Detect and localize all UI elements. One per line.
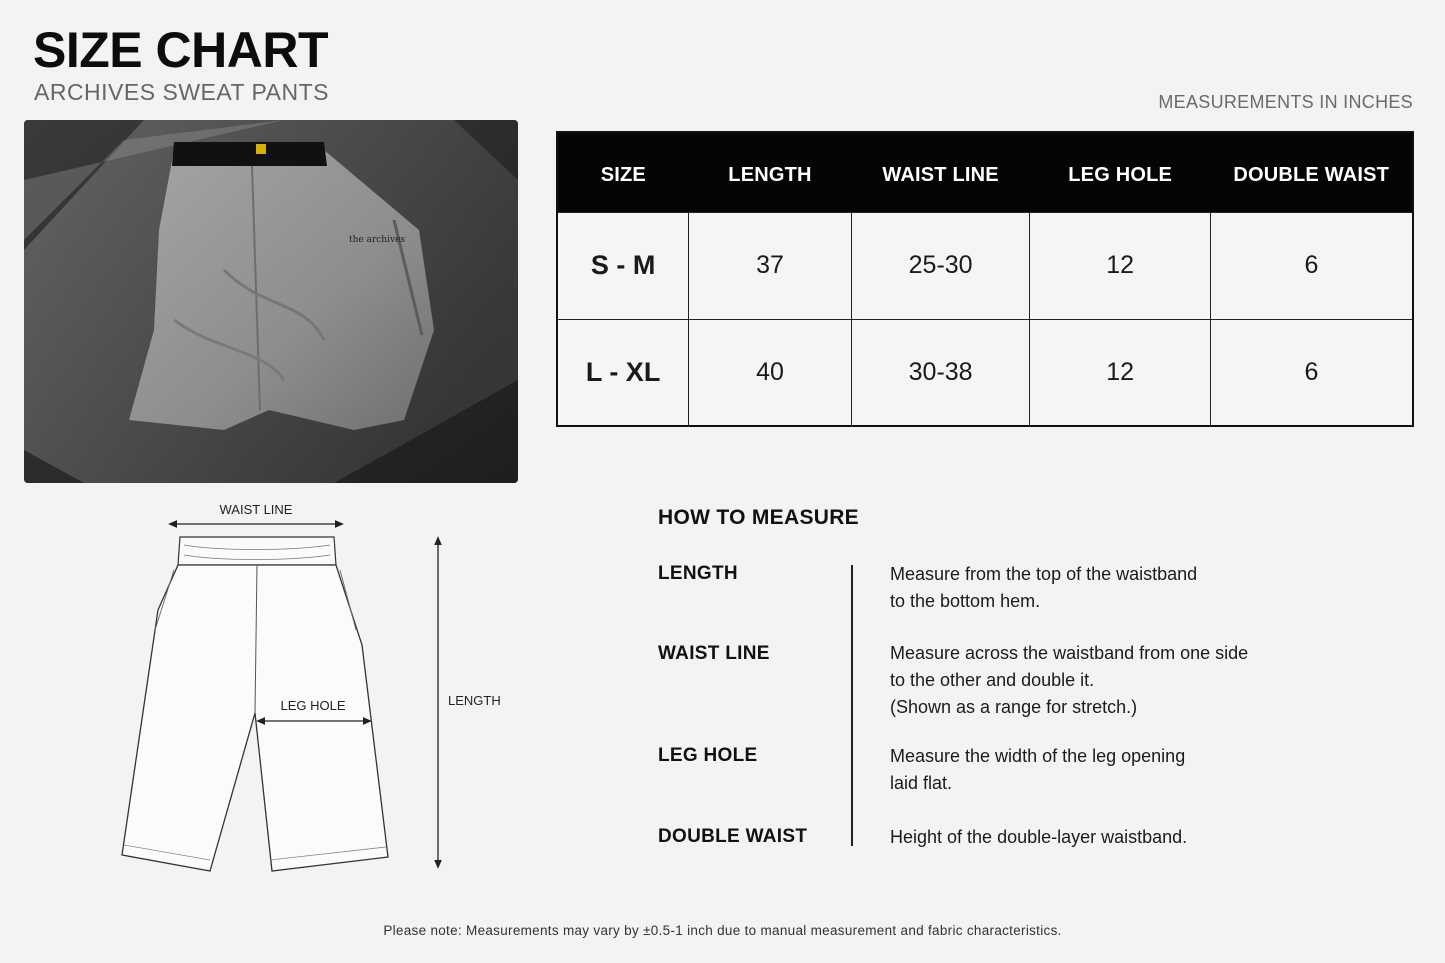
product-subtitle: ARCHIVES SWEAT PANTS	[34, 79, 329, 105]
desc-line: to the other and double it.	[890, 670, 1095, 690]
header-size: SIZE	[557, 132, 689, 212]
measure-desc-leg-hole	[890, 743, 1185, 797]
measurement-diagram	[100, 495, 520, 885]
footer-note: Please note: Measurements may vary by ±0.5-1 inch due to manual measurement and fabric characteristics.	[383, 923, 1062, 938]
cell-leg-hole: 12	[1030, 212, 1211, 319]
cell-length: 37	[689, 212, 852, 319]
desc-line: Measure across the waistband from one side	[890, 643, 1249, 663]
cell-waist-line: 25-30	[851, 212, 1030, 319]
table-row	[557, 319, 1413, 426]
header-waist-line: WAIST LINE	[851, 132, 1030, 212]
desc-line: Measure from the top of the waistband	[890, 564, 1198, 584]
length-label: LENGTH	[448, 693, 501, 708]
measure-desc-double-waist	[890, 824, 1187, 851]
measure-desc-waist-line	[890, 640, 1248, 721]
measure-desc-length	[890, 561, 1197, 615]
measure-label-leg-hole: LEG HOLE	[658, 745, 758, 766]
cell-size: S - M	[557, 212, 689, 319]
desc-line: to the bottom hem.	[890, 591, 1041, 611]
cell-double-waist: 6	[1210, 319, 1413, 426]
cell-leg-hole: 12	[1030, 319, 1211, 426]
header-leg-hole: LEG HOLE	[1030, 132, 1211, 212]
measure-label-length: LENGTH	[658, 563, 738, 584]
leg-hole-label: LEG HOLE	[280, 698, 346, 713]
desc-line: Height of the double-layer waistband.	[890, 827, 1188, 847]
desc-line: (Shown as a range for stretch.)	[890, 697, 1138, 717]
header-length: LENGTH	[689, 132, 852, 212]
divider	[851, 565, 853, 846]
table-header-row	[557, 132, 1413, 212]
cell-length: 40	[689, 319, 852, 426]
desc-line: Measure the width of the leg opening	[890, 746, 1186, 766]
waist-line-label: WAIST LINE	[219, 502, 293, 517]
cell-waist-line: 30-38	[851, 319, 1030, 426]
cell-size: L - XL	[557, 319, 689, 426]
desc-line: laid flat.	[890, 773, 953, 793]
how-to-measure-title: HOW TO MEASURE	[658, 506, 859, 529]
measure-label-double-waist: DOUBLE WAIST	[658, 826, 808, 847]
cell-double-waist: 6	[1210, 212, 1413, 319]
units-label: MEASUREMENTS IN INCHES	[1158, 92, 1413, 112]
table-row	[557, 212, 1413, 319]
measure-label-waist-line: WAIST LINE	[658, 643, 770, 664]
product-photo	[24, 120, 518, 483]
header-double-waist: DOUBLE WAIST	[1210, 132, 1413, 212]
size-table	[556, 131, 1414, 427]
page-title: SIZE CHART	[33, 22, 328, 78]
brand-print: the archives	[349, 235, 406, 245]
